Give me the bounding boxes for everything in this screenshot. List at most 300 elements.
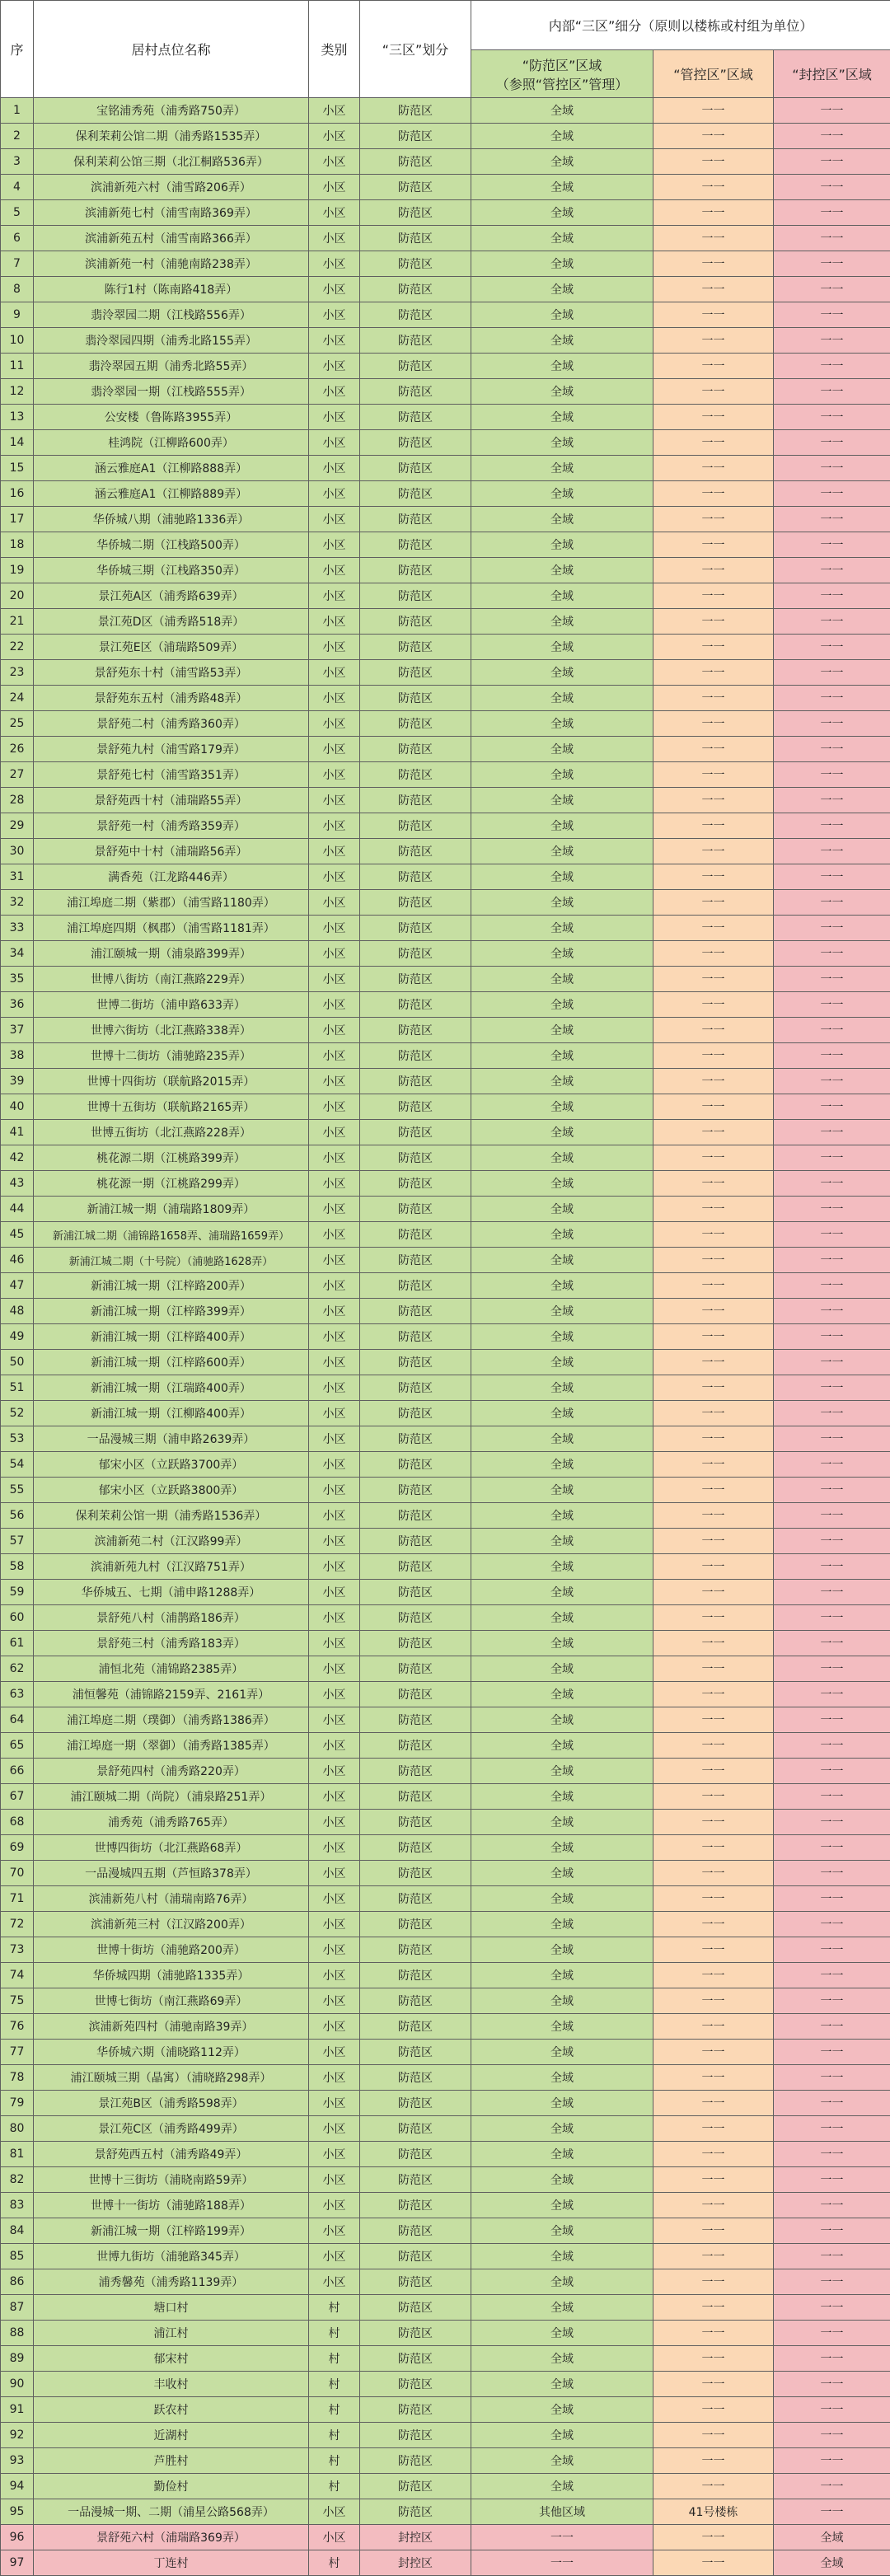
cell-zone: 防范区: [360, 2397, 471, 2423]
table-row: [1, 1810, 890, 1835]
cell-control: 一一: [653, 864, 774, 890]
cell-sealed: 一一: [774, 1350, 890, 1375]
cell-type: 小区: [309, 1656, 360, 1682]
cell-name: 桂鸿院（江柳路600弄）: [34, 430, 309, 456]
cell-control: 一一: [653, 2014, 774, 2040]
cell-control: 一一: [653, 2193, 774, 2218]
cell-type: 小区: [309, 1759, 360, 1784]
cell-control: 一一: [653, 328, 774, 354]
cell-zone: 防范区: [360, 175, 471, 200]
cell-prevention: 全域: [471, 1375, 653, 1401]
cell-prevention: 全域: [471, 1197, 653, 1222]
cell-prevention: 全域: [471, 1069, 653, 1094]
cell-prevention: 全域: [471, 200, 653, 226]
cell-seq: 90: [1, 2372, 34, 2397]
cell-prevention: 全域: [471, 660, 653, 686]
table-row: [1, 2321, 890, 2346]
cell-prevention: 一一: [471, 2525, 653, 2550]
cell-seq: 63: [1, 1682, 34, 1707]
cell-prevention: 全域: [471, 1273, 653, 1299]
cell-type: 小区: [309, 200, 360, 226]
cell-sealed: 一一: [774, 1835, 890, 1861]
cell-control: 一一: [653, 813, 774, 839]
cell-control: 一一: [653, 737, 774, 762]
cell-seq: 40: [1, 1094, 34, 1120]
cell-seq: 57: [1, 1529, 34, 1554]
cell-type: 小区: [309, 1171, 360, 1197]
cell-name: 近湖村: [34, 2423, 309, 2448]
cell-type: 小区: [309, 1988, 360, 2014]
cell-control: 一一: [653, 558, 774, 583]
cell-zone: 防范区: [360, 1631, 471, 1656]
cell-seq: 82: [1, 2167, 34, 2193]
table-row: [1, 609, 890, 635]
cell-zone: 封控区: [360, 2550, 471, 2576]
table-row: [1, 2244, 890, 2269]
cell-name: 华侨城四期（浦驰路1335弄）: [34, 1963, 309, 1988]
cell-sealed: 一一: [774, 2193, 890, 2218]
table-row: [1, 1503, 890, 1529]
cell-type: 小区: [309, 481, 360, 507]
cell-control: 一一: [653, 1988, 774, 2014]
cell-seq: 39: [1, 1069, 34, 1094]
cell-zone: 防范区: [360, 686, 471, 711]
cell-type: 小区: [309, 660, 360, 686]
cell-name: 世博十二街坊（浦驰路235弄）: [34, 1043, 309, 1069]
cell-name: 郁宋村: [34, 2346, 309, 2372]
cell-name: 景舒苑三村（浦秀路183弄）: [34, 1631, 309, 1656]
cell-type: 小区: [309, 2525, 360, 2550]
cell-prevention: 全域: [471, 2346, 653, 2372]
cell-zone: 防范区: [360, 1835, 471, 1861]
cell-seq: 58: [1, 1554, 34, 1580]
cell-type: 小区: [309, 839, 360, 864]
cell-prevention: 全域: [471, 354, 653, 379]
cell-control: 一一: [653, 1707, 774, 1733]
table-row: [1, 1886, 890, 1912]
cell-prevention: 全域: [471, 532, 653, 558]
cell-control: 一一: [653, 405, 774, 430]
cell-sealed: 一一: [774, 1733, 890, 1759]
cell-name: 景江苑A区（浦秀路639弄）: [34, 583, 309, 609]
cell-type: 小区: [309, 1478, 360, 1503]
cell-type: 小区: [309, 1810, 360, 1835]
cell-type: 小区: [309, 379, 360, 405]
cell-seq: 64: [1, 1707, 34, 1733]
cell-zone: 防范区: [360, 149, 471, 175]
cell-name: 浦江埠庭二期（璞御）（浦秀路1386弄）: [34, 1707, 309, 1733]
cell-prevention: 全域: [471, 967, 653, 992]
table-row: [1, 2193, 890, 2218]
cell-zone: 防范区: [360, 1222, 471, 1248]
table-row: [1, 1426, 890, 1452]
cell-name: 新浦江城一期（江梓路600弄）: [34, 1350, 309, 1375]
cell-prevention: 全域: [471, 1503, 653, 1529]
cell-prevention: 全域: [471, 1529, 653, 1554]
cell-name: 陈行1村（陈南路418弄）: [34, 277, 309, 302]
cell-name: 浦恒馨苑（浦锦路2159弄、2161弄）: [34, 1682, 309, 1707]
cell-seq: 56: [1, 1503, 34, 1529]
cell-zone: 防范区: [360, 1937, 471, 1963]
cell-sealed: 一一: [774, 1963, 890, 1988]
cell-prevention: 全域: [471, 1759, 653, 1784]
cell-prevention: 全域: [471, 1988, 653, 2014]
cell-type: 小区: [309, 941, 360, 967]
cell-type: 小区: [309, 2091, 360, 2116]
cell-seq: 9: [1, 302, 34, 328]
cell-control: 一一: [653, 251, 774, 277]
cell-zone: 防范区: [360, 1605, 471, 1631]
cell-seq: 1: [1, 98, 34, 124]
cell-sealed: 一一: [774, 2269, 890, 2295]
cell-seq: 74: [1, 1963, 34, 1988]
cell-sealed: 一一: [774, 124, 890, 149]
cell-control: 一一: [653, 354, 774, 379]
cell-sealed: 一一: [774, 1299, 890, 1324]
cell-sealed: 一一: [774, 558, 890, 583]
cell-control: 一一: [653, 1631, 774, 1656]
cell-prevention: 全域: [471, 251, 653, 277]
cell-sealed: 全域: [774, 2550, 890, 2576]
cell-type: 小区: [309, 992, 360, 1018]
cell-type: 村: [309, 2295, 360, 2321]
cell-sealed: 一一: [774, 1452, 890, 1478]
cell-prevention: 全域: [471, 1324, 653, 1350]
cell-name: 世博十三街坊（浦晓南路59弄）: [34, 2167, 309, 2193]
cell-prevention: 全域: [471, 226, 653, 251]
cell-control: 一一: [653, 1171, 774, 1197]
cell-sealed: 一一: [774, 1937, 890, 1963]
cell-type: 小区: [309, 405, 360, 430]
cell-name: 景舒苑中十村（浦瑞路56弄）: [34, 839, 309, 864]
cell-seq: 28: [1, 788, 34, 813]
cell-zone: 防范区: [360, 1682, 471, 1707]
cell-name: 芦胜村: [34, 2448, 309, 2474]
cell-type: 小区: [309, 1733, 360, 1759]
cell-name: 翡泠翠园一期（江栈路555弄）: [34, 379, 309, 405]
cell-seq: 76: [1, 2014, 34, 2040]
cell-sealed: 一一: [774, 1043, 890, 1069]
cell-sealed: 一一: [774, 711, 890, 737]
cell-sealed: 一一: [774, 1401, 890, 1426]
cell-seq: 52: [1, 1401, 34, 1426]
cell-control: 一一: [653, 1580, 774, 1605]
cell-zone: 防范区: [360, 354, 471, 379]
cell-control: 一一: [653, 2040, 774, 2065]
table-row: [1, 2423, 890, 2448]
cell-zone: 防范区: [360, 1707, 471, 1733]
cell-zone: 防范区: [360, 1861, 471, 1886]
header-name: 居村点位名称: [34, 1, 309, 98]
cell-seq: 18: [1, 532, 34, 558]
cell-name: 浦江颐城二期（尚院）（浦泉路251弄）: [34, 1784, 309, 1810]
cell-sealed: 一一: [774, 1478, 890, 1503]
cell-type: 小区: [309, 302, 360, 328]
cell-prevention: 全域: [471, 686, 653, 711]
cell-control: 一一: [653, 2346, 774, 2372]
cell-control: 一一: [653, 124, 774, 149]
cell-prevention: 全域: [471, 430, 653, 456]
cell-sealed: 一一: [774, 2218, 890, 2244]
cell-sealed: 一一: [774, 1554, 890, 1580]
table-row: [1, 839, 890, 864]
table-row: [1, 1043, 890, 1069]
cell-prevention: 全域: [471, 2065, 653, 2091]
cell-zone: 防范区: [360, 200, 471, 226]
cell-control: 一一: [653, 2142, 774, 2167]
cell-prevention: 全域: [471, 1426, 653, 1452]
cell-seq: 13: [1, 405, 34, 430]
cell-prevention: 全域: [471, 1350, 653, 1375]
cell-prevention: 全域: [471, 379, 653, 405]
cell-name: 景舒苑东十村（浦雪路53弄）: [34, 660, 309, 686]
cell-zone: 防范区: [360, 1759, 471, 1784]
cell-sealed: 一一: [774, 1171, 890, 1197]
table-row: [1, 2142, 890, 2167]
cell-type: 小区: [309, 2040, 360, 2065]
cell-name: 华侨城五、七期（浦申路1288弄）: [34, 1580, 309, 1605]
cell-name: 浦江颐城一期（浦泉路399弄）: [34, 941, 309, 967]
cell-sealed: 一一: [774, 1222, 890, 1248]
cell-sealed: 一一: [774, 1426, 890, 1452]
cell-control: 一一: [653, 1350, 774, 1375]
cell-seq: 38: [1, 1043, 34, 1069]
cell-type: 小区: [309, 916, 360, 941]
cell-zone: 防范区: [360, 2167, 471, 2193]
cell-seq: 47: [1, 1273, 34, 1299]
cell-sealed: 一一: [774, 481, 890, 507]
cell-prevention: 全域: [471, 2423, 653, 2448]
table-row: [1, 1580, 890, 1605]
cell-control: 一一: [653, 967, 774, 992]
cell-prevention: 全域: [471, 583, 653, 609]
table-row: [1, 1631, 890, 1656]
cell-prevention: 全域: [471, 1605, 653, 1631]
cell-name: 景舒苑东五村（浦秀路48弄）: [34, 686, 309, 711]
cell-name: 保利茉莉公馆二期（浦秀路1535弄）: [34, 124, 309, 149]
cell-sealed: 一一: [774, 2295, 890, 2321]
cell-sealed: 一一: [774, 2091, 890, 2116]
cell-zone: 防范区: [360, 2499, 471, 2525]
cell-type: 小区: [309, 1963, 360, 1988]
cell-sealed: 一一: [774, 864, 890, 890]
cell-seq: 27: [1, 762, 34, 788]
cell-type: 小区: [309, 635, 360, 660]
cell-zone: 防范区: [360, 992, 471, 1018]
cell-sealed: 一一: [774, 2142, 890, 2167]
cell-type: 小区: [309, 1835, 360, 1861]
cell-seq: 77: [1, 2040, 34, 2065]
cell-name: 景江苑B区（浦秀路598弄）: [34, 2091, 309, 2116]
cell-zone: 防范区: [360, 277, 471, 302]
cell-type: 小区: [309, 711, 360, 737]
cell-seq: 73: [1, 1937, 34, 1963]
cell-name: 新浦江城二期（十号院）（浦驰路1628弄）: [34, 1248, 309, 1273]
cell-control: 一一: [653, 1759, 774, 1784]
cell-control: 一一: [653, 1324, 774, 1350]
table-row: [1, 1861, 890, 1886]
cell-name: 景江苑D区（浦秀路518弄）: [34, 609, 309, 635]
cell-sealed: 一一: [774, 916, 890, 941]
cell-control: 一一: [653, 175, 774, 200]
cell-zone: 防范区: [360, 98, 471, 124]
cell-control: 一一: [653, 149, 774, 175]
cell-control: 一一: [653, 992, 774, 1018]
cell-zone: 防范区: [360, 1503, 471, 1529]
table-row: [1, 2499, 890, 2525]
cell-sealed: 一一: [774, 2244, 890, 2269]
cell-seq: 83: [1, 2193, 34, 2218]
cell-prevention: 全域: [471, 788, 653, 813]
cell-seq: 85: [1, 2244, 34, 2269]
table-row: [1, 1912, 890, 1937]
cell-zone: 防范区: [360, 813, 471, 839]
cell-name: 浦江埠庭二期（紫郡）（浦雪路1180弄）: [34, 890, 309, 916]
cell-prevention: 全域: [471, 916, 653, 941]
cell-seq: 87: [1, 2295, 34, 2321]
cell-zone: 防范区: [360, 1171, 471, 1197]
cell-type: 小区: [309, 456, 360, 481]
cell-prevention: 其他区域: [471, 2499, 653, 2525]
cell-name: 浦江颐城三期（晶寓）（浦晓路298弄）: [34, 2065, 309, 2091]
cell-sealed: 一一: [774, 1375, 890, 1401]
cell-name: 世博十四街坊（联航路2015弄）: [34, 1069, 309, 1094]
cell-control: 一一: [653, 1810, 774, 1835]
cell-sealed: 一一: [774, 430, 890, 456]
cell-zone: 防范区: [360, 507, 471, 532]
cell-prevention: 全域: [471, 328, 653, 354]
cell-prevention: 全域: [471, 1018, 653, 1043]
cell-seq: 88: [1, 2321, 34, 2346]
cell-control: 一一: [653, 1963, 774, 1988]
cell-control: 一一: [653, 1733, 774, 1759]
cell-zone: 防范区: [360, 890, 471, 916]
cell-zone: 防范区: [360, 2193, 471, 2218]
cell-sealed: 全域: [774, 2525, 890, 2550]
cell-prevention: 全域: [471, 2142, 653, 2167]
cell-zone: 防范区: [360, 1733, 471, 1759]
cell-name: 浦江埠庭四期（枫郡）（浦雪路1181弄）: [34, 916, 309, 941]
table-row: [1, 992, 890, 1018]
cell-type: 小区: [309, 1605, 360, 1631]
cell-zone: 防范区: [360, 1988, 471, 2014]
cell-type: 小区: [309, 788, 360, 813]
cell-sealed: 一一: [774, 1912, 890, 1937]
cell-type: 小区: [309, 1120, 360, 1145]
table-row: [1, 1248, 890, 1273]
cell-seq: 17: [1, 507, 34, 532]
cell-control: 一一: [653, 2218, 774, 2244]
cell-seq: 78: [1, 2065, 34, 2091]
cell-type: 小区: [309, 1069, 360, 1094]
cell-name: 桃花源一期（江桃路299弄）: [34, 1171, 309, 1197]
cell-prevention: 全域: [471, 2040, 653, 2065]
cell-type: 村: [309, 2423, 360, 2448]
cell-control: 一一: [653, 1120, 774, 1145]
cell-type: 小区: [309, 1222, 360, 1248]
cell-control: 一一: [653, 302, 774, 328]
cell-sealed: 一一: [774, 2065, 890, 2091]
cell-zone: 防范区: [360, 302, 471, 328]
table-row: [1, 507, 890, 532]
cell-prevention: 全域: [471, 2269, 653, 2295]
cell-prevention: 全域: [471, 2116, 653, 2142]
cell-type: 小区: [309, 583, 360, 609]
cell-sealed: 一一: [774, 1656, 890, 1682]
table-row: [1, 1937, 890, 1963]
cell-zone: 防范区: [360, 1478, 471, 1503]
cell-sealed: 一一: [774, 762, 890, 788]
cell-sealed: 一一: [774, 1784, 890, 1810]
table-row: [1, 379, 890, 405]
cell-control: 一一: [653, 2269, 774, 2295]
cell-prevention: 全域: [471, 1120, 653, 1145]
cell-zone: 防范区: [360, 2269, 471, 2295]
cell-type: 小区: [309, 1299, 360, 1324]
cell-type: 村: [309, 2372, 360, 2397]
cell-name: 世博九街坊（浦驰路345弄）: [34, 2244, 309, 2269]
cell-type: 小区: [309, 558, 360, 583]
cell-prevention: 全域: [471, 2167, 653, 2193]
table-row: [1, 2014, 890, 2040]
table-row: [1, 200, 890, 226]
cell-type: 小区: [309, 1503, 360, 1529]
table-row: [1, 813, 890, 839]
cell-zone: 防范区: [360, 1963, 471, 1988]
cell-control: 一一: [653, 2065, 774, 2091]
cell-sealed: 一一: [774, 609, 890, 635]
cell-sealed: 一一: [774, 2474, 890, 2499]
cell-seq: 50: [1, 1350, 34, 1375]
cell-zone: 防范区: [360, 1043, 471, 1069]
cell-control: 一一: [653, 916, 774, 941]
cell-name: 华侨城二期（江栈路500弄）: [34, 532, 309, 558]
cell-sealed: 一一: [774, 1120, 890, 1145]
table-row: [1, 1784, 890, 1810]
cell-zone: 防范区: [360, 2116, 471, 2142]
cell-control: 41号楼栋: [653, 2499, 774, 2525]
header-detail: 内部“三区”细分（原则以楼栋或村组为单位）: [471, 1, 890, 50]
table-row: [1, 890, 890, 916]
cell-name: 世博十五街坊（联航路2165弄）: [34, 1094, 309, 1120]
cell-name: 景舒苑西十村（浦瑞路55弄）: [34, 788, 309, 813]
table-row: [1, 226, 890, 251]
cell-seq: 68: [1, 1810, 34, 1835]
cell-type: 小区: [309, 1248, 360, 1273]
cell-seq: 53: [1, 1426, 34, 1452]
table-row: [1, 1682, 890, 1707]
cell-zone: 防范区: [360, 788, 471, 813]
cell-type: 小区: [309, 1197, 360, 1222]
cell-name: 华侨城八期（浦驰路1336弄）: [34, 507, 309, 532]
cell-type: 小区: [309, 1580, 360, 1605]
cell-control: 一一: [653, 635, 774, 660]
cell-name: 滨浦新苑九村（江汉路751弄）: [34, 1554, 309, 1580]
cell-name: 滨浦新苑五村（浦雪南路366弄）: [34, 226, 309, 251]
cell-seq: 21: [1, 609, 34, 635]
cell-prevention: 全域: [471, 2474, 653, 2499]
table-row: [1, 1069, 890, 1094]
cell-control: 一一: [653, 1197, 774, 1222]
cell-sealed: 一一: [774, 1145, 890, 1171]
cell-sealed: 一一: [774, 226, 890, 251]
cell-sealed: 一一: [774, 1988, 890, 2014]
cell-prevention: 全域: [471, 1963, 653, 1988]
cell-sealed: 一一: [774, 839, 890, 864]
cell-control: 一一: [653, 1937, 774, 1963]
cell-name: 世博十一街坊（浦驰路188弄）: [34, 2193, 309, 2218]
cell-control: 一一: [653, 762, 774, 788]
